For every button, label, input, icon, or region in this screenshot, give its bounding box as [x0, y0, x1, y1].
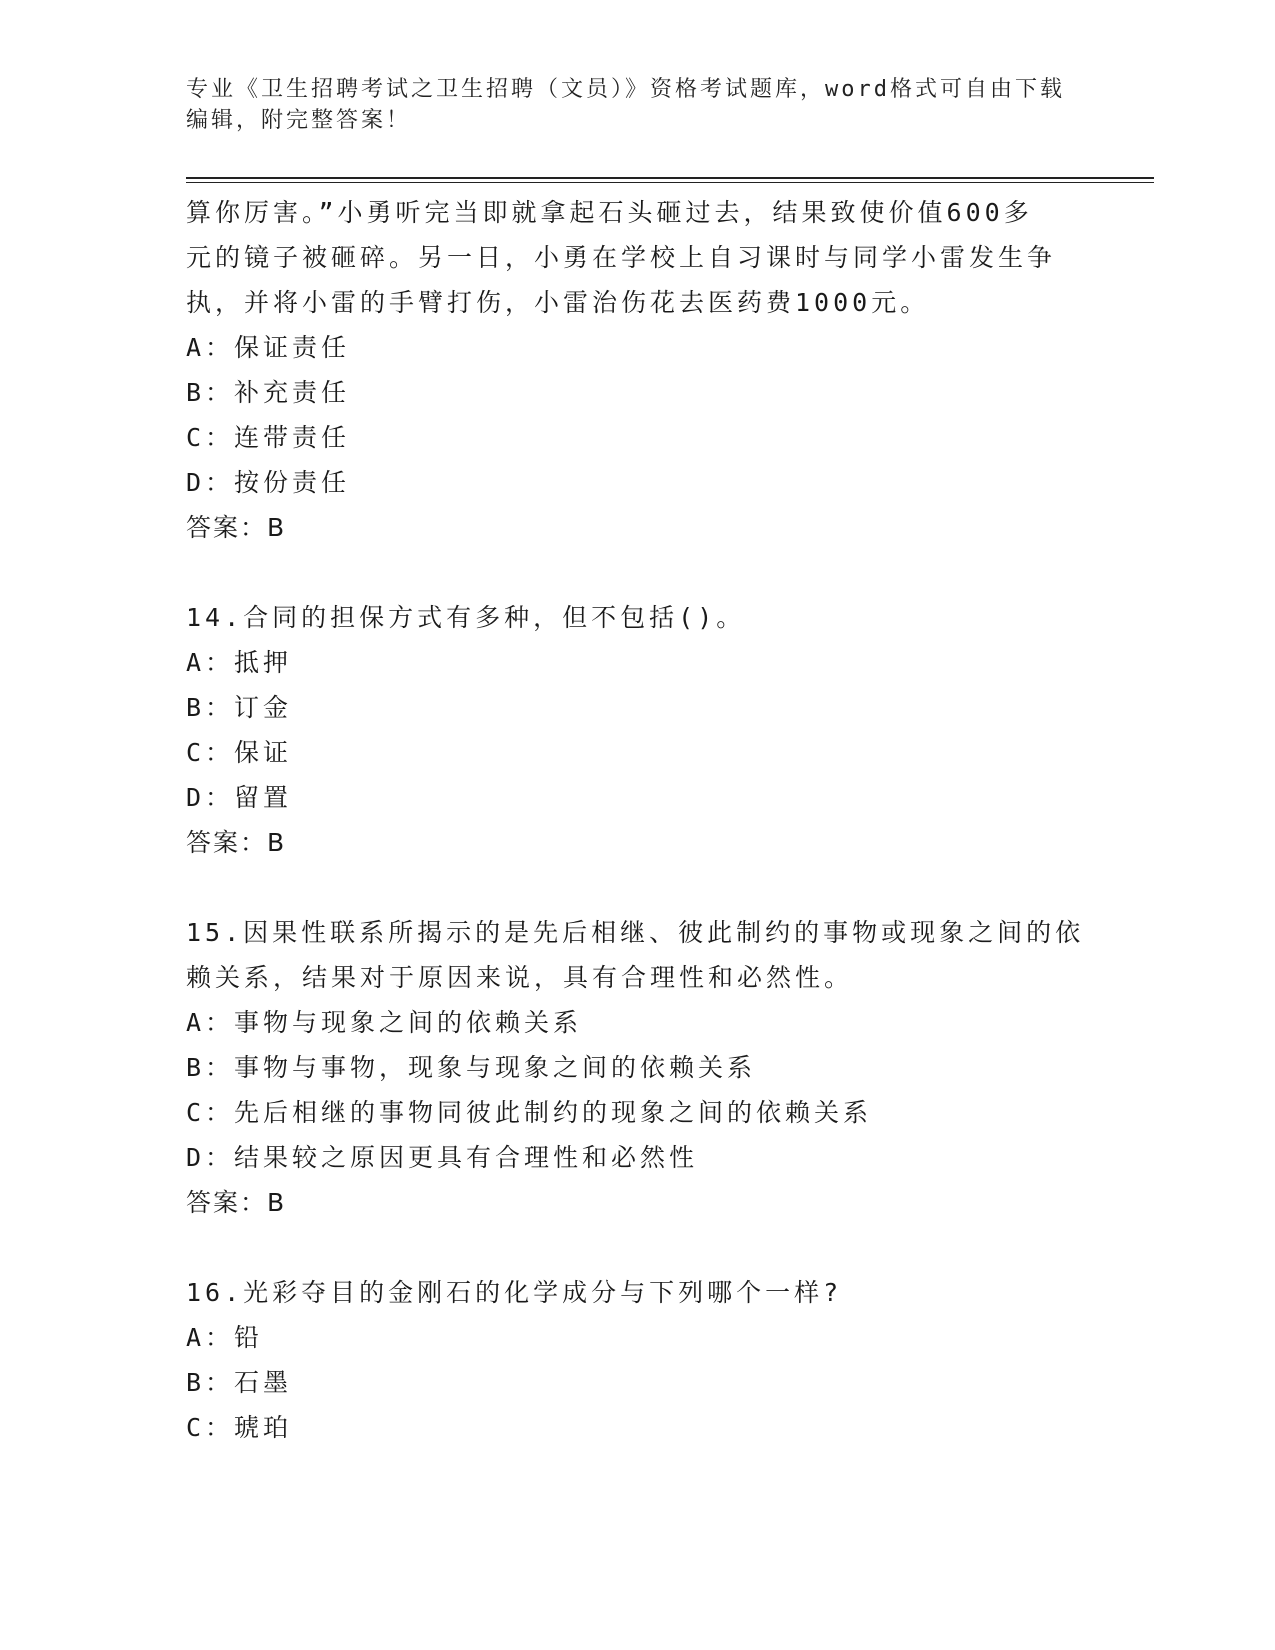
option-c: C：琥珀: [186, 1413, 293, 1442]
question-15: [186, 910, 1086, 1226]
question-stem-line: 算你厉害。”小勇听完当即就拿起石头砸过去，结果致使价值600多: [186, 198, 1033, 227]
option-b: B：补充责任: [186, 378, 351, 407]
option-b: B：订金: [186, 693, 293, 722]
option-c: C：先后相继的事物同彼此制约的现象之间的依赖关系: [186, 1098, 873, 1127]
question-13: [186, 190, 1086, 551]
question-stem: 14.合同的担保方式有多种，但不包括()。: [186, 603, 746, 632]
question-16: [186, 1270, 1086, 1450]
question-list: [186, 190, 1086, 1450]
option-b: B：事物与事物，现象与现象之间的依赖关系: [186, 1053, 757, 1082]
header-rule-thin: [186, 182, 1154, 183]
option-a: A：铅: [186, 1323, 264, 1352]
question-stem-line: 执，并将小雷的手臂打伤，小雷治伤花去医药费1000元。: [186, 288, 930, 317]
question-stem: 16.光彩夺目的金刚石的化学成分与下列哪个一样?: [186, 1278, 843, 1307]
question-stem-line: 元的镜子被砸碎。另一日，小勇在学校上自习课时与同学小雷发生争: [186, 243, 1057, 272]
answer-line: 答案：B: [186, 1188, 287, 1217]
option-a: A：保证责任: [186, 333, 351, 362]
option-a: A：事物与现象之间的依赖关系: [186, 1008, 583, 1037]
option-c: C：保证: [186, 738, 293, 767]
question-stem-line: 赖关系，结果对于原因来说，具有合理性和必然性。: [186, 963, 854, 992]
option-a: A：抵押: [186, 648, 293, 677]
option-d: D：按份责任: [186, 468, 351, 497]
answer-line: 答案：B: [186, 513, 287, 542]
option-d: D：留置: [186, 783, 293, 812]
option-b: B：石墨: [186, 1368, 293, 1397]
option-c: C：连带责任: [186, 423, 351, 452]
question-stem-line: 15.因果性联系所揭示的是先后相继、彼此制约的事物或现象之间的依: [186, 918, 1085, 947]
document-header: 专业《卫生招聘考试之卫生招聘（文员）》资格考试题库，word格式可自由下载编辑，附完整答案！: [186, 77, 1065, 133]
question-14: [186, 595, 1086, 866]
header-rule-thick: [186, 177, 1154, 179]
answer-line: 答案：B: [186, 828, 287, 857]
option-d: D：结果较之原因更具有合理性和必然性: [186, 1143, 699, 1172]
